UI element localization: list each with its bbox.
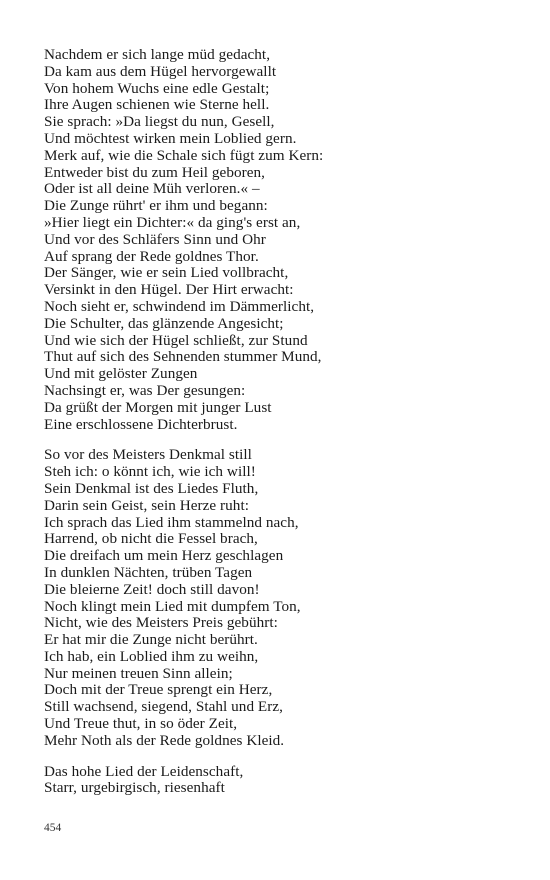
poem-line: Nachdem er sich lange müd gedacht, bbox=[44, 46, 271, 63]
poem-line: Auf sprang der Rede goldnes Thor. bbox=[44, 247, 259, 265]
poem-line: Noch sieht er, schwindend im Dämmerlicht, bbox=[44, 297, 315, 315]
page-number: 454 bbox=[44, 822, 62, 834]
poem-line: Noch klingt mein Lied mit dumpfem Ton, bbox=[44, 597, 301, 615]
poem-line: Still wachsend, siegend, Stahl und Erz, bbox=[44, 698, 284, 716]
poem-line: Steh ich: o könnt ich, wie ich will! bbox=[44, 463, 256, 481]
poem-line: Die bleierne Zeit! doch still davon! bbox=[44, 580, 260, 598]
poem-line: Nicht, wie des Meisters Preis gebührt: bbox=[44, 614, 278, 632]
poem-line: Und vor des Schläfers Sinn und Ohr bbox=[44, 230, 266, 248]
poem-line: Darin sein Geist, sein Herze ruht: bbox=[44, 496, 249, 514]
poem-line: Und wie sich der Hügel schließt, zur Stund bbox=[44, 331, 308, 349]
stanza bbox=[44, 47, 524, 433]
poem-line: Und Treue thut, in so öder Zeit, bbox=[44, 715, 238, 733]
poem-line: Nachsingt er, was Der gesungen: bbox=[44, 381, 246, 399]
poem-line: Da kam aus dem Hügel hervorgewallt bbox=[44, 62, 277, 80]
poem-line: Thut auf sich des Sehnenden stummer Mund, bbox=[44, 348, 322, 366]
poem-line: »Hier liegt ein Dichter:« da ging's erst an, bbox=[44, 213, 301, 231]
poem-line: Entweder bist du zum Heil geboren, bbox=[44, 163, 266, 181]
poem-line: Sein Denkmal ist des Liedes Fluth, bbox=[44, 479, 259, 497]
poem-line: Eine erschlossene Dichterbrust. bbox=[44, 415, 238, 433]
poem-line: Sie sprach: »Da liegst du nun, Gesell, bbox=[44, 113, 275, 131]
poem-line: Ihre Augen schienen wie Sterne hell. bbox=[44, 96, 270, 114]
poem-line: Und möchtest wirken mein Loblied gern. bbox=[44, 129, 297, 147]
poem-line: Merk auf, wie die Schale sich fügt zum Kern: bbox=[44, 146, 324, 164]
poem-line: Die dreifach um mein Herz geschlagen bbox=[44, 547, 284, 565]
poem-line: Doch mit der Treue sprengt ein Herz, bbox=[44, 681, 273, 699]
poem-line: Er hat mir die Zunge nicht berührt. bbox=[44, 631, 258, 649]
poem-line: Die Schulter, das glänzende Angesicht; bbox=[44, 314, 284, 332]
poem-line: Das hohe Lied der Leidenschaft, bbox=[44, 762, 244, 780]
poem-line: Starr, urgebirgisch, riesenhaft bbox=[44, 779, 225, 797]
poem-line: Und mit gelöster Zungen bbox=[44, 365, 198, 383]
stanza bbox=[44, 447, 524, 749]
poem-line: Da grüßt der Morgen mit junger Lust bbox=[44, 398, 272, 416]
poem-line: Versinkt in den Hügel. Der Hirt erwacht: bbox=[44, 281, 294, 299]
poem-page bbox=[44, 47, 524, 811]
poem-line: Der Sänger, wie er sein Lied vollbracht, bbox=[44, 264, 289, 282]
poem-line: Ich hab, ein Loblied ihm zu weihn, bbox=[44, 647, 259, 665]
poem-line: Ich sprach das Lied ihm stammelnd nach, bbox=[44, 513, 299, 531]
poem-line: Mehr Noth als der Rede goldnes Kleid. bbox=[44, 731, 285, 749]
poem-line: Die Zunge rührt' er ihm und begann: bbox=[44, 197, 268, 215]
poem-text bbox=[44, 47, 524, 797]
poem-line: Nur meinen treuen Sinn allein; bbox=[44, 664, 233, 682]
poem-line: So vor des Meisters Denkmal still bbox=[44, 446, 252, 464]
poem-line: Oder ist all deine Müh verloren.« – bbox=[44, 180, 260, 198]
stanza bbox=[44, 764, 524, 798]
poem-line: Harrend, ob nicht die Fessel brach, bbox=[44, 530, 258, 548]
poem-line: In dunklen Nächten, trüben Tagen bbox=[44, 563, 253, 581]
poem-line: Von hohem Wuchs eine edle Gestalt; bbox=[44, 79, 270, 97]
